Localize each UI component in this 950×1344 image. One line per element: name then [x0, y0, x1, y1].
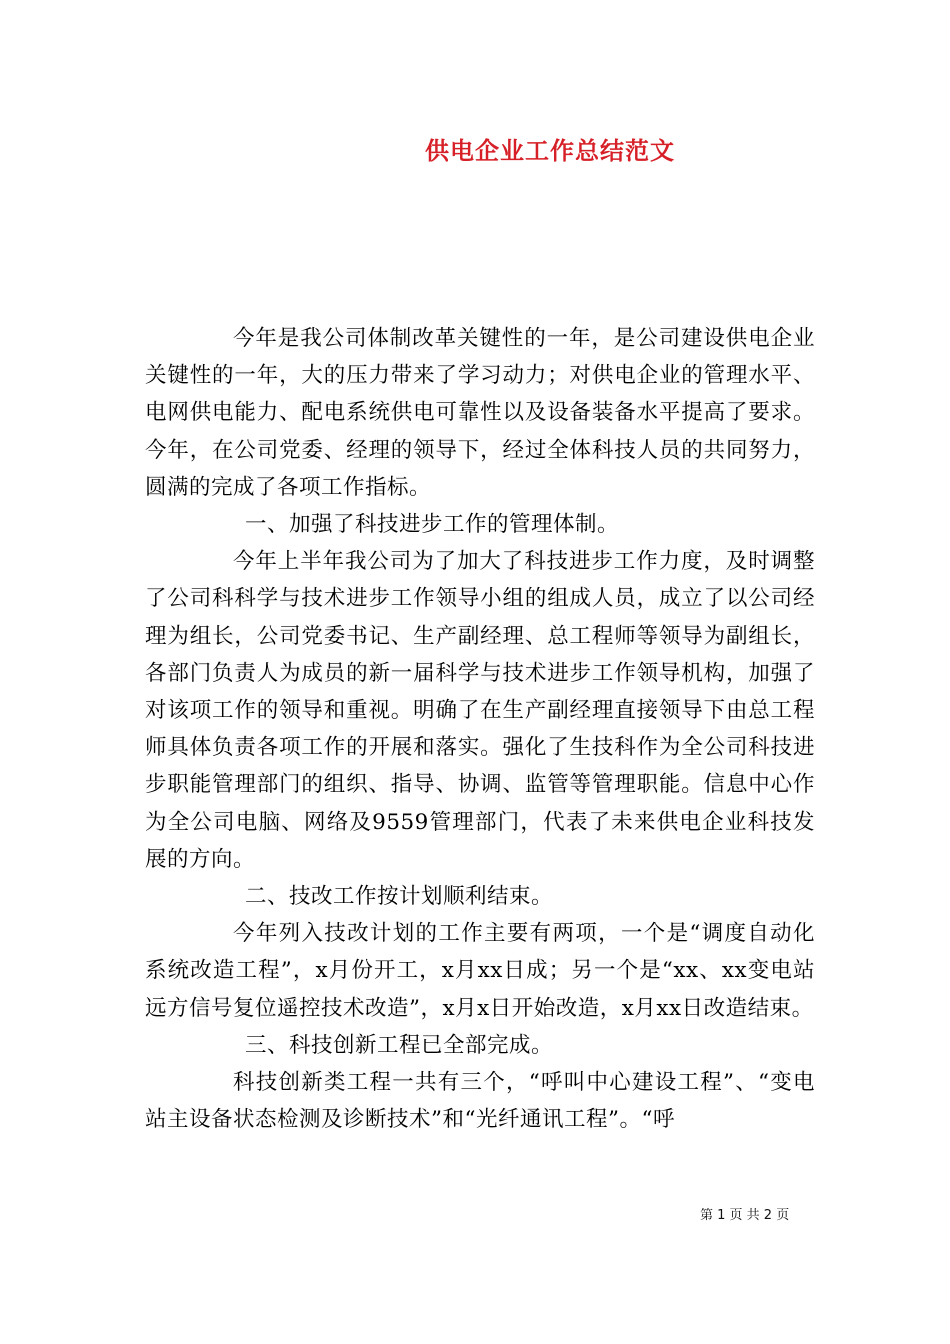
section-3-paragraph: 科技创新类工程一共有三个，“呼叫中心建设工程”、“变电站主设备状态检测及诊断技术”和“光纤通讯工程”。“呼 — [145, 1070, 815, 1133]
page-number-footer: 第 1 页 共 2 页 — [700, 1208, 790, 1223]
document-title: 供电企业工作总结范文 — [425, 137, 675, 165]
intro-paragraph: 今年是我公司体制改革关键性的一年，是公司建设供电企业关键性的一年，大的压力带来了学习动力；对供电企业的管理水平、电网供电能力、配电系统供电可靠性以及设备装备水平提高了要求。今年，在公司党委、经理的领导下，经过全体科技人员的共同努力，圆满的完成了各项工作指标。 — [145, 326, 815, 500]
section-heading-3: 三、科技创新工程已全部完成。 — [245, 1032, 554, 1058]
section-2-paragraph: 今年列入技改计划的工作主要有两项，一个是“调度自动化系统改造工程”，x月份开工，x月xx日成；另一个是“xx、xx变电站远方信号复位遥控技术改造”，x月x日开始改造，x月xx日改造结束。 — [145, 921, 815, 1021]
document-body — [145, 320, 815, 1138]
section-1-paragraph: 今年上半年我公司为了加大了科技进步工作力度，及时调整了公司科科学与技术进步工作领导小组的组成人员，成立了以公司经理为组长，公司党委书记、生产副经理、总工程师等领导为副组长，各部门负责人为成员的新一届科学与技术进步工作领导机构，加强了对该项工作的领导和重视。明确了在生产副经理直接领导下由总工程师具体负责各项工作的开展和落实。强化了生技科作为全公司科技进步职能管理部门的组织、指导、协调、监管等管理职能。信息中心作为全公司电脑、网络及9559管理部门，代表了未来供电企业科技发展的方向。 — [145, 549, 815, 872]
section-heading-1: 一、加强了科技进步工作的管理体制。 — [245, 512, 620, 538]
section-heading-2: 二、技改工作按计划顺利结束。 — [245, 884, 554, 910]
